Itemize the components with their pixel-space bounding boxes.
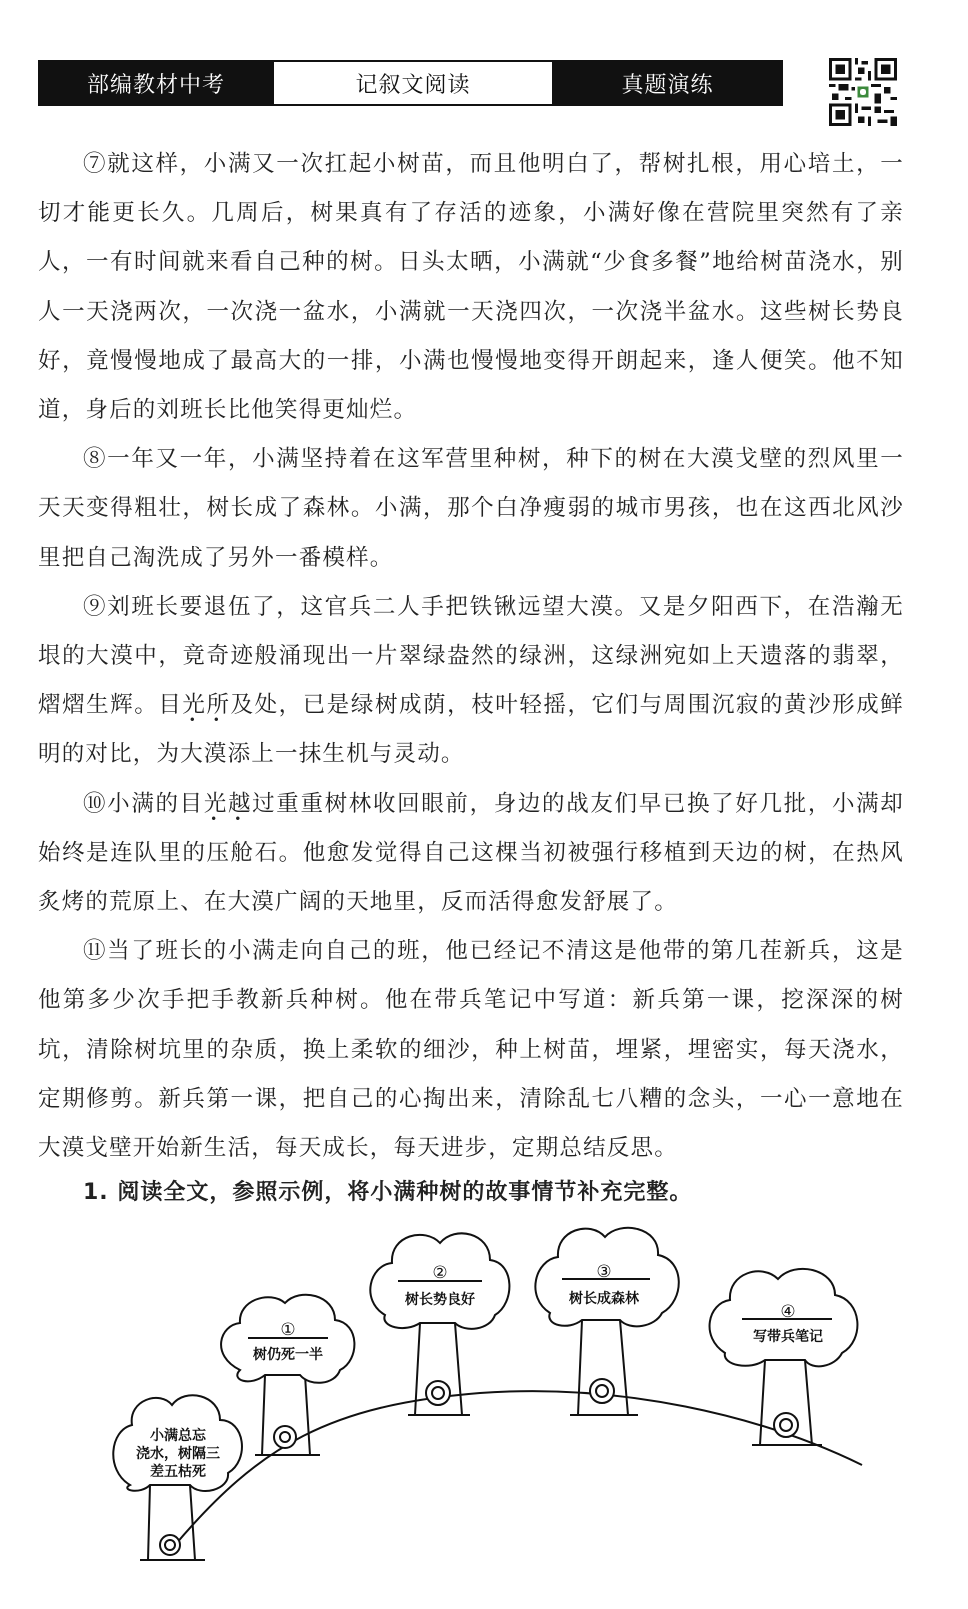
paragraph-9 xyxy=(38,583,904,780)
tree-0-line-1: 小满总忘 xyxy=(150,1428,206,1444)
paragraph-9-part-b: 所及处，已是绿树成荫，枝叶轻摇，它们与周围沉寂的黄沙形成鲜明的对比，为大漠添上一抹生机与灵动。 xyxy=(38,692,904,768)
tree-1 xyxy=(221,1295,354,1455)
tree-1-number: ① xyxy=(280,1320,296,1340)
question-1: 1. 阅读全文，参照示例，将小满种树的故事情节补充完整。 xyxy=(83,1180,693,1205)
tree-4-number: ④ xyxy=(780,1302,796,1322)
paragraph-11: ⑪当了班长的小满走向自己的班，他已经记不清这是他带的第几茬新兵，这是他第多少次手把手教新兵种树。他在带兵笔记中写道：新兵第一课，挖深深的树坑，清除树坑里的杂质，换上柔软的细沙，种上树苗，埋紧，埋密实，每天浇水，定期修剪。新兵第一课，把自己的心掏出来，清除乱七八糟的念头，一心一意地在大漠戈壁开始新生活，每天成长，每天进步，定期总结反思。 xyxy=(38,938,904,1162)
tree-3-label: 树长成森林 xyxy=(569,1291,639,1307)
paragraph-10-part-a: ⑩小满的 xyxy=(83,790,180,817)
story-tree-diagram xyxy=(0,1215,968,1609)
tree-4-label: 写带兵笔记 xyxy=(753,1329,823,1345)
paragraph-8: ⑧一年又一年，小满坚持着在这军营里种树，种下的树在大漠戈壁的烈风里一天天变得粗壮，树长成了森林。小满，那个白净瘦弱的城市男孩，也在这西北风沙里把自己淘洗成了另外一番模样。 xyxy=(38,446,904,571)
tree-3 xyxy=(535,1228,678,1415)
tree-4 xyxy=(710,1269,858,1445)
emphasis-char: 光 xyxy=(182,692,207,719)
tree-0-line-3: 差五枯死 xyxy=(150,1464,206,1480)
article-body xyxy=(38,140,904,1173)
tree-1-label: 树仍死一半 xyxy=(253,1347,323,1363)
emphasis-char: 目 xyxy=(179,790,204,817)
tree-0-line-2: 浇水，树隔三 xyxy=(136,1446,220,1462)
paragraph-10-part-b: 越过重重树林收回眼前，身边的战友们早已换了好几批，小满却始终是连队里的压舱石。他愈发觉得自己这棵当初被强行移植到天边的树，在热风炙烤的荒原上、在大漠广阔的天地里，反而活得愈发舒展了。 xyxy=(38,790,904,916)
header-left: 部编教材中考 xyxy=(40,62,272,104)
paragraph-9-part-a: ⑨刘班长要退伍了，这官兵二人手把铁锹远望大漠。又是夕阳西下，在浩瀚无垠的大漠中，竟奇迹般涌现出一片翠绿盎然的绿洲，这绿洲宛如上天遗落的翡翠，熠熠生辉。 xyxy=(38,593,904,719)
header-right: 真题演练 xyxy=(554,62,781,104)
tree-3-number: ③ xyxy=(596,1262,612,1282)
paragraph-7: ⑦就这样，小满又一次扛起小树苗，而且他明白了，帮树扎根，用心培土，一切才能更长久。几周后，树果真有了存活的迹象，小满好像在营院里突然有了亲人，一有时间就来看自己种的树。日头太晒，小满就“少食多餐”地给树苗浇水，别人一天浇两次，一次浇一盆水，小满就一天浇四次，一次浇半盆水。这些树长势良好，竟慢慢地成了最高大的一排，小满也慢慢地变得开朗起来，逢人便笑。他不知道，身后的刘班长比他笑得更灿烂。 xyxy=(38,151,904,424)
qr-code-icon[interactable] xyxy=(829,58,897,126)
tree-2-label: 树长势良好 xyxy=(405,1292,475,1308)
header-banner xyxy=(38,60,783,106)
paragraph-10 xyxy=(38,780,904,928)
emphasis-char: 目 xyxy=(158,692,183,719)
tree-2-number: ② xyxy=(432,1263,448,1283)
hill-line xyxy=(175,1391,862,1545)
emphasis-char: 光 xyxy=(203,790,228,817)
tree-2 xyxy=(370,1233,509,1415)
header-middle: 记叙文阅读 xyxy=(272,62,554,104)
